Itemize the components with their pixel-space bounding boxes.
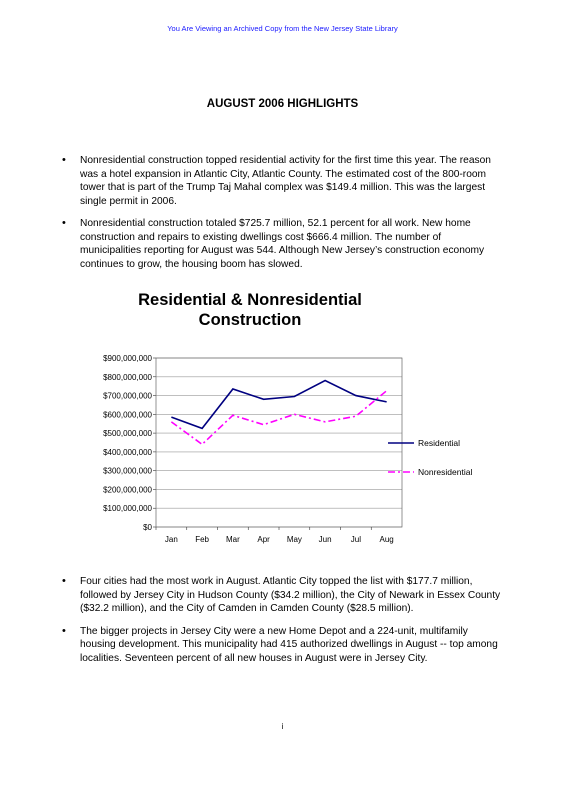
bullet-list-bottom: [62, 575, 502, 674]
bullet-symbol: •: [62, 575, 66, 587]
y-tick-label: $500,000,000: [103, 429, 152, 439]
x-tick-label: Jul: [350, 535, 361, 544]
x-tick-label: Mar: [225, 535, 240, 544]
bullet-symbol: •: [62, 154, 66, 166]
bullet-symbol: •: [62, 624, 66, 637]
construction-chart: [80, 290, 500, 552]
y-tick-label: $900,000,000: [103, 354, 152, 363]
y-tick-label: $800,000,000: [103, 372, 152, 382]
bullet-text: Nonresidential construction topped residential activity for the first time this year. The reason was a hotel expansion in Atlantic City, Atlantic County. The estimated cost of the 800-room tower that is part of the Trump Taj Mahal complex was $149.4 million. This was the largest single permit in 2006.: [80, 155, 491, 207]
x-tick-label: Feb: [195, 535, 210, 544]
bullet-item: [62, 217, 502, 271]
y-tick-label: $200,000,000: [103, 485, 152, 495]
y-tick-label: $300,000,000: [103, 466, 152, 476]
archive-banner: You Are Viewing an Archived Copy from the New Jersey State Library: [167, 24, 398, 33]
bullet-item: [62, 154, 502, 208]
bullet-item: [62, 575, 502, 616]
plot-border: [156, 358, 402, 527]
bullet-text: Four cities had the most work in August. Atlantic City topped the list with $177.7 million, followed by Jersey City in Hudson County ($34.2 million), the City of Newark in Essex County ($32.2 million), and the City of Camden in Camden County ($28.5 million).: [80, 576, 501, 614]
page-title: AUGUST 2006 HIGHLIGHTS: [206, 98, 359, 110]
bullet-text: The bigger projects in Jersey City were a new Home Depot and a 224-unit, multifamily housing development. This municipality had 415 authorized dwellings in August -- top among localities. Seventeen percent of all new houses in August were in Jersey City.: [80, 625, 498, 664]
y-tick-label: $600,000,000: [103, 410, 152, 420]
x-tick-label: Aug: [379, 535, 394, 544]
legend-label: Nonresidential: [418, 467, 473, 477]
legend-label: Residential: [418, 438, 461, 448]
bullet-symbol: •: [62, 217, 66, 229]
chart-title-line2: Construction: [198, 311, 302, 329]
x-tick-label: May: [286, 535, 302, 544]
y-tick-label: $100,000,000: [103, 504, 152, 514]
bullet-list-top: [62, 154, 502, 280]
bullet-text: Nonresidential construction totaled $725.7 million, 52.1 percent for all work. New home construction and repairs to existing dwellings cost $666.4 million. The number of municipalities reporting for August was 544. Although New Jersey’s construction economy continues to grow, the housing boom has slowed.: [80, 218, 485, 270]
chart-title-line1: Residential & Nonresidential: [138, 291, 362, 309]
bullet-item: [62, 625, 502, 666]
y-tick-label: $400,000,000: [103, 447, 152, 457]
x-tick-label: Apr: [257, 535, 270, 544]
page-number: i: [281, 722, 284, 731]
y-tick-label: $700,000,000: [103, 391, 152, 401]
x-tick-label: Jan: [164, 535, 178, 544]
x-tick-label: Jun: [318, 535, 332, 544]
y-tick-label: $0: [143, 523, 152, 532]
series-line-residential: [171, 381, 386, 429]
line-chart: [80, 290, 500, 552]
series-line-nonresidential: [171, 391, 386, 445]
